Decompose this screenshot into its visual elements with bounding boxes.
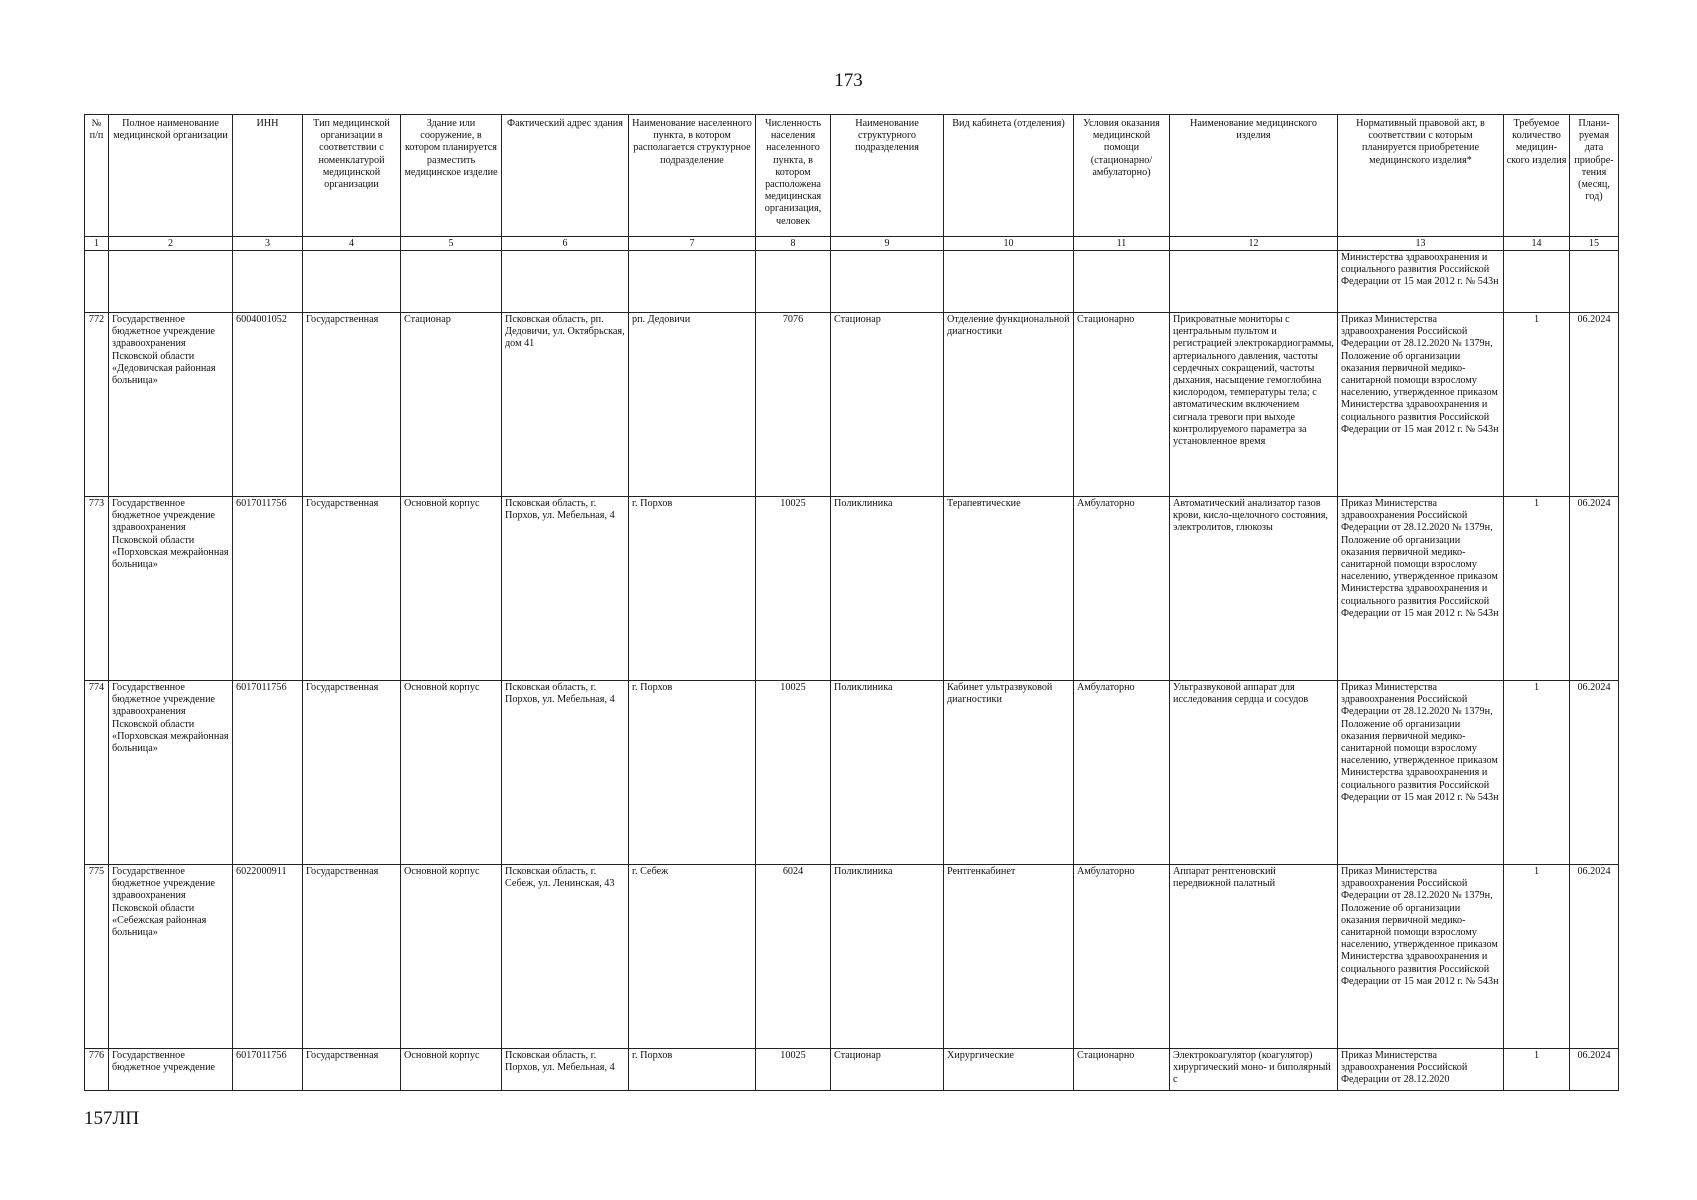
date-cell: 06.2024 — [1570, 865, 1619, 1049]
header-cell: Вид кабинета (отделения) — [944, 115, 1074, 237]
building-cell: Стационар — [401, 313, 502, 497]
device-cell: Прикроватные мониторы с центральным пультом и регистрацией электрокардиограммы, артериального давления, частоты сердечных сокращений, частоты дыхания, насыщение гемоглобина кислородом, температуры тела; с автоматическим включением сигнала тревоги при выходе контролируемого параметра за установленное время — [1170, 313, 1338, 497]
population-cell: 10025 — [756, 1049, 831, 1091]
column-number: 11 — [1074, 237, 1170, 251]
population-cell: 7076 — [756, 313, 831, 497]
column-number: 12 — [1170, 237, 1338, 251]
header-row — [85, 115, 1619, 237]
inn-cell: 6017011756 — [233, 1049, 303, 1091]
device-cell: Электрокоагулятор (коагулятор) хирургический моно- и биполярный с — [1170, 1049, 1338, 1091]
address-cell: Псковская область, рп. Дедовичи, ул. Октябрьская, дом 41 — [502, 313, 629, 497]
inn-cell: 6017011756 — [233, 497, 303, 681]
org-cell: Государственное бюджетное учреждение здравоохранения Псковской области «Себежская районная больница» — [109, 865, 233, 1049]
act-cell: Министерства здравоохранения и социального развития Российской Федерации от 15 мая 2012 г. № 543н — [1338, 251, 1504, 313]
header-cell: Фактический адрес здания — [502, 115, 629, 237]
column-number: 6 — [502, 237, 629, 251]
header-cell: Тип медицинской организации в соответствии с номенклатурой медицинской организации — [303, 115, 401, 237]
qty-cell: 1 — [1504, 497, 1570, 681]
unit-cell: Поликлиника — [831, 865, 944, 1049]
unit-cell: Стационар — [831, 313, 944, 497]
document-code: 157ЛП — [84, 1108, 140, 1129]
type-cell: Государственная — [303, 1049, 401, 1091]
inn-cell: 6004001052 — [233, 313, 303, 497]
device-cell: Ультразвуковой аппарат для исследования сердца и сосудов — [1170, 681, 1338, 865]
cabinet-cell: Кабинет ультразвуковой диагностики — [944, 681, 1074, 865]
locality-cell: г. Порхов — [629, 1049, 756, 1091]
column-number: 10 — [944, 237, 1074, 251]
header-cell: Условия оказания медицинской помощи (стационарно/ амбулаторно) — [1074, 115, 1170, 237]
cabinet-cell: Отделение функциональной диагностики — [944, 313, 1074, 497]
table-row — [85, 313, 1619, 497]
continuation-row — [85, 251, 1619, 313]
table-row — [85, 865, 1619, 1049]
locality-cell: г. Порхов — [629, 497, 756, 681]
conditions-cell: Амбулаторно — [1074, 681, 1170, 865]
row-number: 772 — [85, 313, 109, 497]
qty-cell: 1 — [1504, 1049, 1570, 1091]
inn-cell: 6022000911 — [233, 865, 303, 1049]
column-number: 8 — [756, 237, 831, 251]
row-number: 776 — [85, 1049, 109, 1091]
type-cell: Государственная — [303, 497, 401, 681]
qty-cell: 1 — [1504, 313, 1570, 497]
device-cell: Автоматический анализатор газов крови, кисло-щелочного состояния, электролитов, глюкозы — [1170, 497, 1338, 681]
row-number: 774 — [85, 681, 109, 865]
building-cell: Основной корпус — [401, 1049, 502, 1091]
org-cell: Государственное бюджетное учреждение здравоохранения Псковской области «Порховская межрайонная больница» — [109, 497, 233, 681]
locality-cell: рп. Дедовичи — [629, 313, 756, 497]
column-number: 13 — [1338, 237, 1504, 251]
conditions-cell: Стационарно — [1074, 1049, 1170, 1091]
building-cell: Основной корпус — [401, 497, 502, 681]
population-cell: 10025 — [756, 681, 831, 865]
cabinet-cell: Рентгенкабинет — [944, 865, 1074, 1049]
address-cell: Псковская область, г. Порхов, ул. Мебельная, 4 — [502, 681, 629, 865]
date-cell: 06.2024 — [1570, 1049, 1619, 1091]
population-cell: 10025 — [756, 497, 831, 681]
header-cell: Наименование медицинского изделия — [1170, 115, 1338, 237]
row-number: 773 — [85, 497, 109, 681]
table-row — [85, 681, 1619, 865]
header-cell: Наименование структурного подразделения — [831, 115, 944, 237]
address-cell: Псковская область, г. Порхов, ул. Мебельная, 4 — [502, 1049, 629, 1091]
date-cell: 06.2024 — [1570, 313, 1619, 497]
column-number: 1 — [85, 237, 109, 251]
conditions-cell: Амбулаторно — [1074, 497, 1170, 681]
header-cell: № п/п — [85, 115, 109, 237]
population-cell: 6024 — [756, 865, 831, 1049]
table-row — [85, 1049, 1619, 1091]
header-cell: Нормативный правовой акт, в соответствии с которым планируется приобретение медицинского изделия* — [1338, 115, 1504, 237]
conditions-cell: Стационарно — [1074, 313, 1170, 497]
act-cell: Приказ Министерства здравоохранения Российской Федерации от 28.12.2020 № 1379н, Положение об организации оказания первичной медико-санитарной помощи взрослому населению, утвержденное приказом Министерства здравоохранения и социального развития Российской Федерации от 15 мая 2012 г. № 543н — [1338, 865, 1504, 1049]
header-cell: Здание или сооружение, в котором планируется разместить медицинское изделие — [401, 115, 502, 237]
column-number-row — [85, 237, 1619, 251]
table-row — [85, 497, 1619, 681]
qty-cell: 1 — [1504, 865, 1570, 1049]
column-number: 7 — [629, 237, 756, 251]
column-number: 9 — [831, 237, 944, 251]
org-cell: Государственное бюджетное учреждение здравоохранения Псковской области «Порховская межрайонная больница» — [109, 681, 233, 865]
act-cell: Приказ Министерства здравоохранения Российской Федерации от 28.12.2020 № 1379н, Положение об организации оказания первичной медико-санитарной помощи взрослому населению, утвержденное приказом Министерства здравоохранения и социального развития Российской Федерации от 15 мая 2012 г. № 543н — [1338, 313, 1504, 497]
act-cell: Приказ Министерства здравоохранения Российской Федерации от 28.12.2020 — [1338, 1049, 1504, 1091]
locality-cell: г. Себеж — [629, 865, 756, 1049]
column-number: 3 — [233, 237, 303, 251]
date-cell: 06.2024 — [1570, 681, 1619, 865]
building-cell: Основной корпус — [401, 681, 502, 865]
inn-cell: 6017011756 — [233, 681, 303, 865]
act-cell: Приказ Министерства здравоохранения Российской Федерации от 28.12.2020 № 1379н, Положение об организации оказания первичной медико-санитарной помощи взрослому населению, утвержденное приказом Министерства здравоохранения и социального развития Российской Федерации от 15 мая 2012 г. № 543н — [1338, 681, 1504, 865]
row-number: 775 — [85, 865, 109, 1049]
header-cell: Полное наименование медицинской организации — [109, 115, 233, 237]
org-cell: Государственное бюджетное учреждение — [109, 1049, 233, 1091]
act-cell: Приказ Министерства здравоохранения Российской Федерации от 28.12.2020 № 1379н, Положение об организации оказания первичной медико-санитарной помощи взрослому населению, утвержденное приказом Министерства здравоохранения и социального развития Российской Федерации от 15 мая 2012 г. № 543н — [1338, 497, 1504, 681]
building-cell: Основной корпус — [401, 865, 502, 1049]
type-cell: Государственная — [303, 865, 401, 1049]
org-cell: Государственное бюджетное учреждение здравоохранения Псковской области «Дедовичская районная больница» — [109, 313, 233, 497]
unit-cell: Стационар — [831, 1049, 944, 1091]
column-number: 4 — [303, 237, 401, 251]
header-cell: Численность населения населенного пункта, в котором расположена медицинская организация, человек — [756, 115, 831, 237]
column-number: 15 — [1570, 237, 1619, 251]
date-cell: 06.2024 — [1570, 497, 1619, 681]
column-number: 2 — [109, 237, 233, 251]
type-cell: Государственная — [303, 681, 401, 865]
address-cell: Псковская область, г. Порхов, ул. Мебельная, 4 — [502, 497, 629, 681]
header-cell: Плани-руемая дата приобре-тения (месяц, год) — [1570, 115, 1619, 237]
cabinet-cell: Терапевтические — [944, 497, 1074, 681]
cabinet-cell: Хирургические — [944, 1049, 1074, 1091]
header-cell: Наименование населенного пункта, в котором располагается структурное подразделение — [629, 115, 756, 237]
conditions-cell: Амбулаторно — [1074, 865, 1170, 1049]
unit-cell: Поликлиника — [831, 497, 944, 681]
address-cell: Псковская область, г. Себеж, ул. Ленинская, 43 — [502, 865, 629, 1049]
page-number: 173 — [834, 70, 863, 91]
registry-table — [84, 114, 1619, 1091]
column-number: 5 — [401, 237, 502, 251]
column-number: 14 — [1504, 237, 1570, 251]
device-cell: Аппарат рентгеновский передвижной палатный — [1170, 865, 1338, 1049]
type-cell: Государственная — [303, 313, 401, 497]
header-cell: Требуемое количество медицин-ского изделия — [1504, 115, 1570, 237]
locality-cell: г. Порхов — [629, 681, 756, 865]
unit-cell: Поликлиника — [831, 681, 944, 865]
header-cell: ИНН — [233, 115, 303, 237]
qty-cell: 1 — [1504, 681, 1570, 865]
